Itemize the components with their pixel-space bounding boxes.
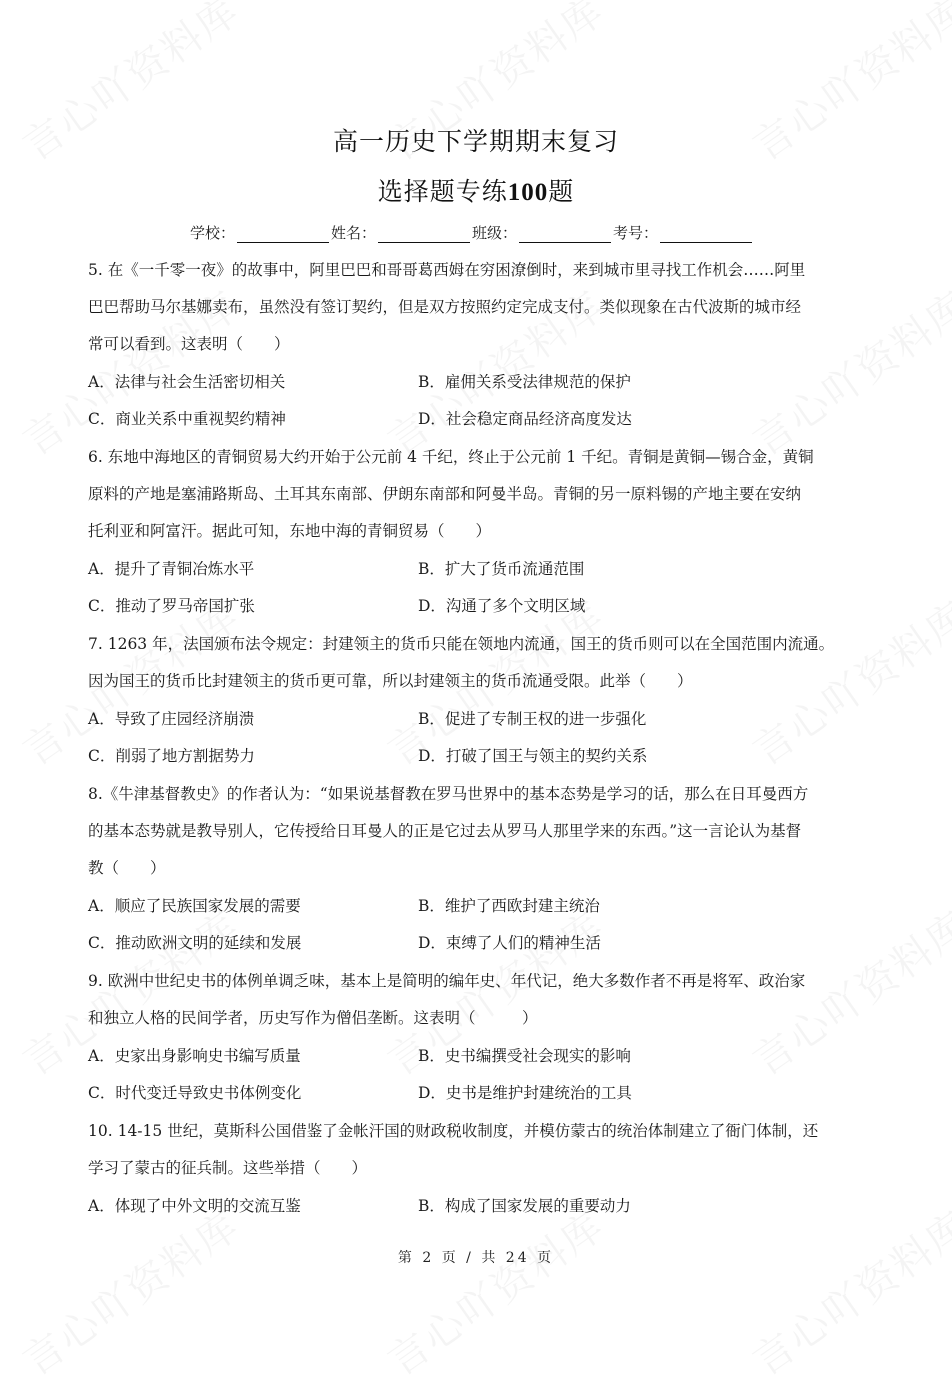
document-title: 高一历史下学期期末复习: [332, 127, 619, 156]
watermark: [375, 1195, 614, 1386]
school-blank[interactable]: [237, 226, 329, 243]
exam-number-field[interactable]: [613, 222, 754, 243]
watermark: [740, 895, 952, 1086]
school-field[interactable]: [190, 222, 331, 243]
option-a: A．顺应了民族国家发展的需要: [88, 897, 301, 915]
question-text-line: 托利亚和阿富汗。据此可知，东地中海的青铜贸易（ ）: [88, 522, 492, 540]
question-text-line: 的基本态势就是教导别人，它传授给日耳曼人的正是它过去从罗马人那里学来的东西。”这一言论认为基督: [88, 822, 802, 840]
name-label: 姓名：: [331, 224, 377, 242]
option-c: C．削弱了地方割据势力: [88, 747, 255, 765]
option-a: A．法律与社会生活密切相关: [88, 373, 286, 391]
watermark: [740, 585, 952, 776]
option-b: B．扩大了货币流通范围: [418, 560, 585, 578]
option-b: B．维护了西欧封建主统治: [418, 897, 600, 915]
option-d: D．打破了国王与领主的契约关系: [418, 747, 648, 765]
name-field[interactable]: [331, 222, 472, 243]
question-text-line: 原料的产地是塞浦路斯岛、土耳其东南部、伊朗东南部和阿曼半岛。青铜的另一原料锡的产地主要在安纳: [88, 485, 802, 503]
option-a: A．体现了中外文明的交流互鉴: [88, 1197, 301, 1215]
watermark: [740, 1195, 952, 1386]
class-blank[interactable]: [519, 226, 611, 243]
question-text-line: 8.《牛津基督教史》的作者认为：“如果说基督教在罗马世界中的基本态势是学习的话，那么在日耳曼西方: [88, 785, 809, 803]
option-d: D．沟通了多个文明区域: [418, 597, 586, 615]
option-c: C．推动了罗马帝国扩张: [88, 597, 255, 615]
option-a: A．导致了庄园经济崩溃: [88, 710, 255, 728]
subtitle-prefix: 选择题专练: [377, 177, 508, 206]
question-text-line: 6. 东地中海地区的青铜贸易大约开始于公元前 4 千纪，终止于公元前 1 千纪。青铜是黄铜—锡合金，黄铜: [88, 448, 814, 466]
question-text-line: 教（ ）: [88, 859, 166, 877]
option-c: C．时代变迁导致史书体例变化: [88, 1084, 302, 1102]
subtitle-number: 100: [507, 179, 549, 206]
question-text-line: 学习了蒙古的征兵制。这些举措（ ）: [88, 1159, 368, 1177]
question-text-line: 和独立人格的民间学者，历史写作为僧侣垄断。这表明（ ）: [88, 1009, 538, 1027]
question-text-line: 10. 14-15 世纪，莫斯科公国借鉴了金帐汗国的财政税收制度，并模仿蒙古的统治体制建立了衙门体制，还: [88, 1122, 819, 1140]
question-text-line: 巴巴帮助马尔基娜卖布，虽然没有签订契约，但是双方按照约定完成支付。类似现象在古代波斯的城市经: [88, 298, 802, 316]
option-a: A．史家出身影响史书编写质量: [88, 1047, 301, 1065]
option-c: C．推动欧洲文明的延续和发展: [88, 934, 302, 952]
option-d: D．社会稳定商品经济高度发达: [418, 410, 632, 428]
option-b: B．雇佣关系受法律规范的保护: [418, 373, 631, 391]
exam-number-blank[interactable]: [660, 226, 752, 243]
watermark: [10, 1195, 249, 1386]
exam-number-label: 考号：: [613, 224, 659, 242]
name-blank[interactable]: [378, 226, 470, 243]
option-d: D．束缚了人们的精神生活: [418, 934, 601, 952]
document-subtitle: [0, 172, 952, 208]
option-b: B．构成了国家发展的重要动力: [418, 1197, 631, 1215]
option-b: B．史书编撰受社会现实的影响: [418, 1047, 631, 1065]
page-footer: 第 2 页 / 共 24 页: [397, 1250, 555, 1266]
question-text-line: 5. 在《一千零一夜》的故事中，阿里巴巴和哥哥葛西姆在穷困潦倒时，来到城市里寻找工作机会……阿里: [88, 261, 806, 279]
option-d: D．史书是维护封建统治的工具: [418, 1084, 632, 1102]
option-c: C．商业关系中重视契约精神: [88, 410, 286, 428]
option-a: A．提升了青铜冶炼水平: [88, 560, 255, 578]
option-b: B．促进了专制王权的进一步强化: [418, 710, 647, 728]
subtitle-suffix: 题: [548, 177, 575, 206]
class-label: 班级：: [472, 224, 518, 242]
question-text-line: 7. 1263 年，法国颁布法令规定：封建领主的货币只能在领地内流通，国王的货币则可以在全国范围内流通。: [88, 635, 835, 653]
question-text-line: 因为国王的货币比封建领主的货币更可靠，所以封建领主的货币流通受限。此举（ ）: [88, 672, 693, 690]
student-info-row: [190, 222, 754, 243]
question-text-line: 常可以看到。这表明（ ）: [88, 335, 290, 353]
question-text-line: 9. 欧洲中世纪史书的体例单调乏味，基本上是简明的编年史、年代记，绝大多数作者不再是将军、政治家: [88, 972, 806, 990]
school-label: 学校：: [190, 224, 236, 242]
class-field[interactable]: [472, 222, 613, 243]
